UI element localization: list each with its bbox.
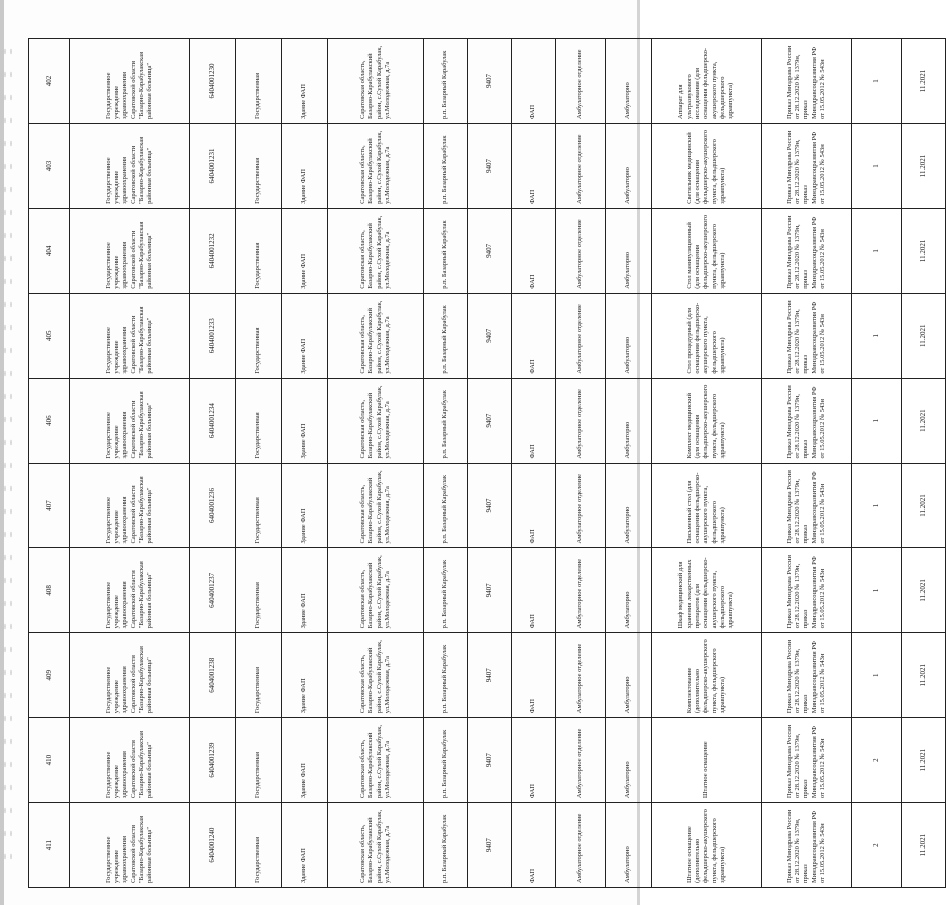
cell-count: 1 <box>852 633 902 718</box>
cell-service: Шкаф медицинский для хранения лекарственных препаратов (для оснащения фельдшерско-акушерского пункта, фельдшерского здравпункта) <box>652 548 762 633</box>
cell-service: Комплект медицинский (для оснащения фельдшерско-акушерского пункта, фельдшерского здравпункта) <box>652 378 762 463</box>
cell-inn: 6404001232 <box>190 208 236 293</box>
cell-kind: Амбулаторно <box>606 463 652 548</box>
cell-org: Государственное учреждение здравоохранения Саратовской области "Базарно-Карабулакская районная больница" <box>70 208 190 293</box>
cell-object: Здание ФАП <box>282 718 328 803</box>
cell-care: Амбулаторное отделение <box>556 378 606 463</box>
table-row-place <box>424 39 468 888</box>
cell-care: Амбулаторное отделение <box>556 463 606 548</box>
table-row-date <box>902 39 946 888</box>
cell-order: Приказ Минздрава России от 28.12.2020 № 1379н, приказ Минздравсоцразвития РФ от 15.05.2012 № 543н <box>762 293 852 378</box>
cell-order: Приказ Минздрава России от 28.12.2020 № 1379н, приказ Минздравсоцразвития РФ от 15.05.2012 № 543н <box>762 208 852 293</box>
cell-id: 406 <box>29 378 70 463</box>
cell-care: Амбулаторное отделение <box>556 208 606 293</box>
cell-place: р.п. Базарный Карабулак <box>424 548 468 633</box>
cell-count: 1 <box>852 463 902 548</box>
table-row-inn <box>190 39 236 888</box>
cell-service: Письменный стол (для оснащения фельдшерско-акушерского пункта, фельдшерского здравпункта) <box>652 463 762 548</box>
cell-inn: 6404001237 <box>190 548 236 633</box>
cell-care: Амбулаторное отделение <box>556 803 606 888</box>
cell-place: р.п. Базарный Карабулак <box>424 378 468 463</box>
cell-org: Государственное учреждение здравоохранения Саратовской области "Базарно-Карабулакская районная больница" <box>70 463 190 548</box>
cell-order: Приказ Минздрава России от 28.12.2020 № 1379н, приказ Минздравсоцразвития РФ от 15.05.2012 № 543н <box>762 463 852 548</box>
cell-form: Государственная <box>236 633 282 718</box>
cell-org: Государственное учреждение здравоохранения Саратовской области "Базарно-Карабулакская районная больница" <box>70 293 190 378</box>
cell-count: 2 <box>852 718 902 803</box>
cell-order: Приказ Минздрава России от 28.12.2020 № 1379н, приказ Минздравсоцразвития РФ от 15.05.2012 № 543н <box>762 718 852 803</box>
cell-order: Приказ Минздрава России от 28.12.2020 № 1379н, приказ Минздравсоцразвития РФ от 15.05.2012 № 543н <box>762 633 852 718</box>
cell-care: Амбулаторное отделение <box>556 39 606 124</box>
cell-address: Саратовская область, Базарно-Карабулакский район, с.Сухой Карабулак, ул.Молодежная, д.7а <box>328 293 424 378</box>
cell-date: 11.2021 <box>902 293 946 378</box>
cell-inn: 6404001238 <box>190 633 236 718</box>
cell-id: 408 <box>29 548 70 633</box>
cell-code: 9407 <box>468 39 512 124</box>
cell-count: 1 <box>852 39 902 124</box>
cell-order: Приказ Минздрава России от 28.12.2020 № 1379н, приказ Минздравсоцразвития РФ от 15.05.2012 № 543н <box>762 548 852 633</box>
cell-object: Здание ФАП <box>282 123 328 208</box>
cell-org: Государственное учреждение здравоохранения Саратовской области "Базарно-Карабулакская районная больница" <box>70 633 190 718</box>
cell-org: Государственное учреждение здравоохранения Саратовской области "Базарно-Карабулакская районная больница" <box>70 378 190 463</box>
cell-id: 404 <box>29 208 70 293</box>
table-row-care <box>556 39 606 888</box>
cell-address: Саратовская область, Базарно-Карабулакский район, с.Сухой Карабулак, ул.Молодежная, д.7а <box>328 123 424 208</box>
cell-address: Саратовская область, Базарно-Карабулакский район, с.Сухой Карабулак, ул.Молодежная, д.7а <box>328 208 424 293</box>
cell-type: ФАП <box>512 378 556 463</box>
rotated-table-wrapper <box>28 38 928 888</box>
cell-org: Государственное учреждение здравоохранения Саратовской области "Базарно-Карабулакская районная больница" <box>70 39 190 124</box>
cell-service: Стол манипуляционный (для оснащения фельдшерско-акушерского пункта, фельдшерского здравпункта) <box>652 208 762 293</box>
cell-type: ФАП <box>512 293 556 378</box>
cell-object: Здание ФАП <box>282 39 328 124</box>
cell-kind: Амбулаторно <box>606 123 652 208</box>
cell-service: Штатное оснащение (дополнительно фельдшерско-акушерского пункта, фельдшерского здравпункта) <box>652 803 762 888</box>
cell-count: 2 <box>852 803 902 888</box>
cell-id: 405 <box>29 293 70 378</box>
cell-address: Саратовская область, Базарно-Карабулакский район, с.Сухой Карабулак, ул.Молодежная, д.7а <box>328 463 424 548</box>
cell-form: Государственная <box>236 718 282 803</box>
cell-order: Приказ Минздрава России от 28.12.2020 № 1379н, приказ Минздравсоцразвития РФ от 15.05.2012 № 543н <box>762 803 852 888</box>
cell-id: 411 <box>29 803 70 888</box>
cell-address: Саратовская область, Базарно-Карабулакский район, с.Сухой Карабулак, ул.Молодежная, д.7а <box>328 39 424 124</box>
cell-kind: Амбулаторно <box>606 633 652 718</box>
cell-inn: 6404001230 <box>190 39 236 124</box>
cell-date: 11.2021 <box>902 378 946 463</box>
cell-object: Здание ФАП <box>282 803 328 888</box>
cell-code: 9407 <box>468 208 512 293</box>
cell-object: Здание ФАП <box>282 633 328 718</box>
cell-date: 11.2021 <box>902 39 946 124</box>
cell-date: 11.2021 <box>902 548 946 633</box>
cell-form: Государственная <box>236 378 282 463</box>
cell-form: Государственная <box>236 293 282 378</box>
cell-org: Государственное учреждение здравоохранения Саратовской области "Базарно-Карабулакская районная больница" <box>70 548 190 633</box>
table-row-order <box>762 39 852 888</box>
table-row-form <box>236 39 282 888</box>
cell-object: Здание ФАП <box>282 548 328 633</box>
cell-org: Государственное учреждение здравоохранения Саратовской области "Базарно-Карабулакская районная больница" <box>70 803 190 888</box>
cell-id: 402 <box>29 39 70 124</box>
table-row-service <box>652 39 762 888</box>
table-row-type <box>512 39 556 888</box>
cell-place: р.п. Базарный Карабулак <box>424 633 468 718</box>
cell-type: ФАП <box>512 123 556 208</box>
cell-type: ФАП <box>512 633 556 718</box>
cell-type: ФАП <box>512 463 556 548</box>
cell-code: 9407 <box>468 803 512 888</box>
cell-object: Здание ФАП <box>282 208 328 293</box>
cell-object: Здание ФАП <box>282 463 328 548</box>
cell-address: Саратовская область, Базарно-Карабулакский район, с.Сухой Карабулак, ул.Молодежная, д.7а <box>328 633 424 718</box>
cell-address: Саратовская область, Базарно-Карабулакский район, с.Сухой Карабулак, ул.Молодежная, д.7а <box>328 718 424 803</box>
cell-service: Штатное оснащение <box>652 718 762 803</box>
cell-inn: 6404001240 <box>190 803 236 888</box>
cell-form: Государственная <box>236 208 282 293</box>
cell-kind: Амбулаторно <box>606 208 652 293</box>
cell-kind: Амбулаторно <box>606 718 652 803</box>
table-row-id <box>29 39 70 888</box>
cell-address: Саратовская область, Базарно-Карабулакский район, с.Сухой Карабулак, ул.Молодежная, д.7а <box>328 548 424 633</box>
cell-type: ФАП <box>512 803 556 888</box>
cell-care: Амбулаторное отделение <box>556 718 606 803</box>
table-row-code <box>468 39 512 888</box>
scan-noise <box>2 40 12 860</box>
cell-place: р.п. Базарный Карабулак <box>424 803 468 888</box>
cell-inn: 6404001236 <box>190 463 236 548</box>
cell-date: 11.2021 <box>902 208 946 293</box>
table-row-address <box>328 39 424 888</box>
cell-org: Государственное учреждение здравоохранения Саратовской области "Базарно-Карабулакская районная больница" <box>70 123 190 208</box>
cell-code: 9407 <box>468 123 512 208</box>
cell-code: 9407 <box>468 548 512 633</box>
cell-id: 407 <box>29 463 70 548</box>
cell-count: 1 <box>852 378 902 463</box>
cell-care: Амбулаторное отделение <box>556 123 606 208</box>
cell-form: Государственная <box>236 39 282 124</box>
cell-form: Государственная <box>236 803 282 888</box>
cell-id: 410 <box>29 718 70 803</box>
table-row-kind <box>606 39 652 888</box>
cell-count: 1 <box>852 548 902 633</box>
cell-place: р.п. Базарный Карабулак <box>424 39 468 124</box>
cell-kind: Амбулаторно <box>606 803 652 888</box>
cell-count: 1 <box>852 293 902 378</box>
cell-code: 9407 <box>468 378 512 463</box>
cell-date: 11.2021 <box>902 803 946 888</box>
cell-type: ФАП <box>512 718 556 803</box>
cell-care: Амбулаторное отделение <box>556 548 606 633</box>
cell-org: Государственное учреждение здравоохранения Саратовской области "Базарно-Карабулакская районная больница" <box>70 718 190 803</box>
cell-kind: Амбулаторно <box>606 293 652 378</box>
table-row-object <box>282 39 328 888</box>
cell-form: Государственная <box>236 123 282 208</box>
cell-order: Приказ Минздрава России от 28.12.2020 № 1379н, приказ Минздравсоцразвития РФ от 15.05.2012 № 543н <box>762 39 852 124</box>
cell-kind: Амбулаторно <box>606 548 652 633</box>
cell-date: 11.2021 <box>902 463 946 548</box>
cell-count: 1 <box>852 208 902 293</box>
cell-kind: Амбулаторно <box>606 378 652 463</box>
cell-place: р.п. Базарный Карабулак <box>424 718 468 803</box>
cell-id: 409 <box>29 633 70 718</box>
cell-form: Государственная <box>236 463 282 548</box>
cell-date: 11.2021 <box>902 633 946 718</box>
cell-kind: Амбулаторно <box>606 39 652 124</box>
cell-service: Стол процедурный (для оснащения фельдшерско-акушерского пункта, фельдшерского здравпункта) <box>652 293 762 378</box>
cell-place: р.п. Базарный Карабулак <box>424 293 468 378</box>
equipment-table <box>28 38 946 888</box>
cell-date: 11.2021 <box>902 123 946 208</box>
cell-type: ФАП <box>512 548 556 633</box>
cell-service: Светильник медицинский (для оснащения фельдшерско-акушерского пункта, фельдшерского здравпункта) <box>652 123 762 208</box>
cell-address: Саратовская область, Базарно-Карабулакский район, с.Сухой Карабулак, ул.Молодежная, д.7а <box>328 378 424 463</box>
cell-inn: 6404001239 <box>190 718 236 803</box>
cell-order: Приказ Минздрава России от 28.12.2020 № 1379н, приказ Минздравсоцразвития РФ от 15.05.2012 № 543н <box>762 378 852 463</box>
cell-object: Здание ФАП <box>282 378 328 463</box>
cell-inn: 6404001234 <box>190 378 236 463</box>
cell-object: Здание ФАП <box>282 293 328 378</box>
cell-order: Приказ Минздрава России от 28.12.2020 № 1379н, приказ Минздравсоцразвития РФ от 15.05.2012 № 543н <box>762 123 852 208</box>
cell-type: ФАП <box>512 208 556 293</box>
cell-date: 11.2021 <box>902 718 946 803</box>
cell-service: Аппарат для ультразвукового исследования (для оснащения фельдшерско-акушерского пункта, фельдшерского здравпункта) <box>652 39 762 124</box>
table-row-org <box>70 39 190 888</box>
cell-place: р.п. Базарный Карабулак <box>424 208 468 293</box>
cell-code: 9407 <box>468 293 512 378</box>
cell-address: Саратовская область, Базарно-Карабулакский район, с.Сухой Карабулак, ул.Молодежная, д.7а <box>328 803 424 888</box>
cell-place: р.п. Базарный Карабулак <box>424 123 468 208</box>
cell-form: Государственная <box>236 548 282 633</box>
cell-inn: 6404001231 <box>190 123 236 208</box>
cell-code: 9407 <box>468 633 512 718</box>
cell-type: ФАП <box>512 39 556 124</box>
table-row-count <box>852 39 902 888</box>
cell-code: 9407 <box>468 463 512 548</box>
cell-count: 1 <box>852 123 902 208</box>
cell-place: р.п. Базарный Карабулак <box>424 463 468 548</box>
cell-id: 403 <box>29 123 70 208</box>
cell-service: Комплектование (дополнительно фельдшерско-акушерского пункта, фельдшерского здравпункта) <box>652 633 762 718</box>
cell-care: Амбулаторное отделение <box>556 633 606 718</box>
cell-inn: 6404001233 <box>190 293 236 378</box>
cell-care: Амбулаторное отделение <box>556 293 606 378</box>
cell-code: 9407 <box>468 718 512 803</box>
